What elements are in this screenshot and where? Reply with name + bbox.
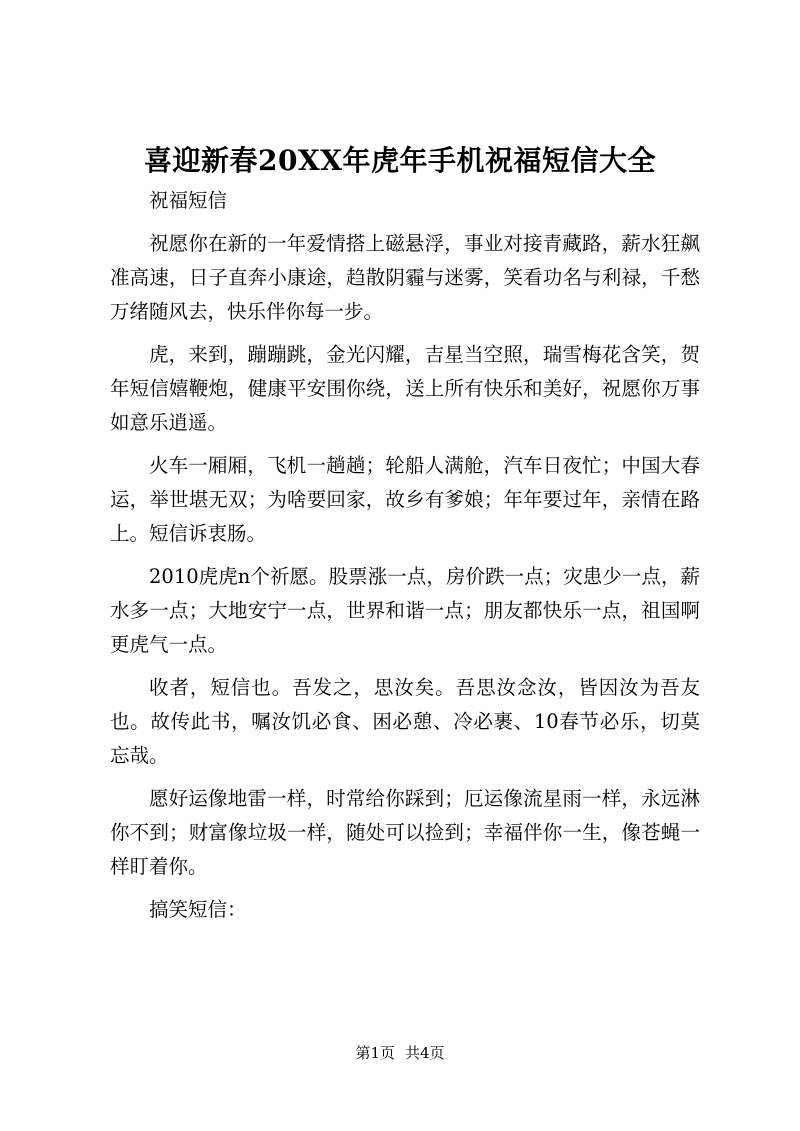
paragraph-heading-blessing: 祝福短信 <box>149 189 228 212</box>
paragraph: 2010虎虎n个祈愿。股票涨一点，房价跌一点；灾患少一点，薪水多一点；大地安宁一点，世界和谐一点；朋友都快乐一点，祖国啊更虎气一点。 <box>110 565 700 656</box>
paragraph: 虎，来到，蹦蹦跳，金光闪耀，吉星当空照，瑞雪梅花含笑，贺年短信嬉鞭炮，健康平安围你绕，送上所有快乐和美好，祝愿你万事如意乐逍遥。 <box>110 343 700 434</box>
paragraph: 收者，短信也。吾发之，思汝矣。吾思汝念汝，皆因汝为吾友也。故传此书，嘱汝饥必食、困必憩、冷必裹、10春节必乐，切莫忘哉。 <box>110 676 700 767</box>
document-body <box>110 184 700 936</box>
document-title: 喜迎新春20XX年虎年手机祝福短信大全 <box>144 144 656 177</box>
page-footer <box>0 1043 800 1063</box>
paragraph: 愿好运像地雷一样，时常给你踩到；厄运像流星雨一样，永远淋你不到；财富像垃圾一样，随处可以捡到；幸福伴你一生，像苍蝇一样盯着你。 <box>110 787 700 878</box>
paragraph: 祝愿你在新的一年爱情搭上磁悬浮，事业对接青藏路，薪水狂飙准高速，日子直奔小康途，趋散阴霾与迷雾，笑看功名与利禄，千愁万绪随风去，快乐伴你每一步。 <box>110 232 700 323</box>
paragraph-heading-funny: 搞笑短信： <box>149 898 247 921</box>
paragraph: 火车一厢厢，飞机一趟趟；轮船人满舱，汽车日夜忙；中国大春运，举世堪无双；为啥要回家，故乡有爹娘；年年要过年，亲情在路上。短信诉衷肠。 <box>110 454 700 545</box>
page-total: 共4页 <box>405 1044 445 1062</box>
page-number: 第1页 <box>355 1044 395 1062</box>
